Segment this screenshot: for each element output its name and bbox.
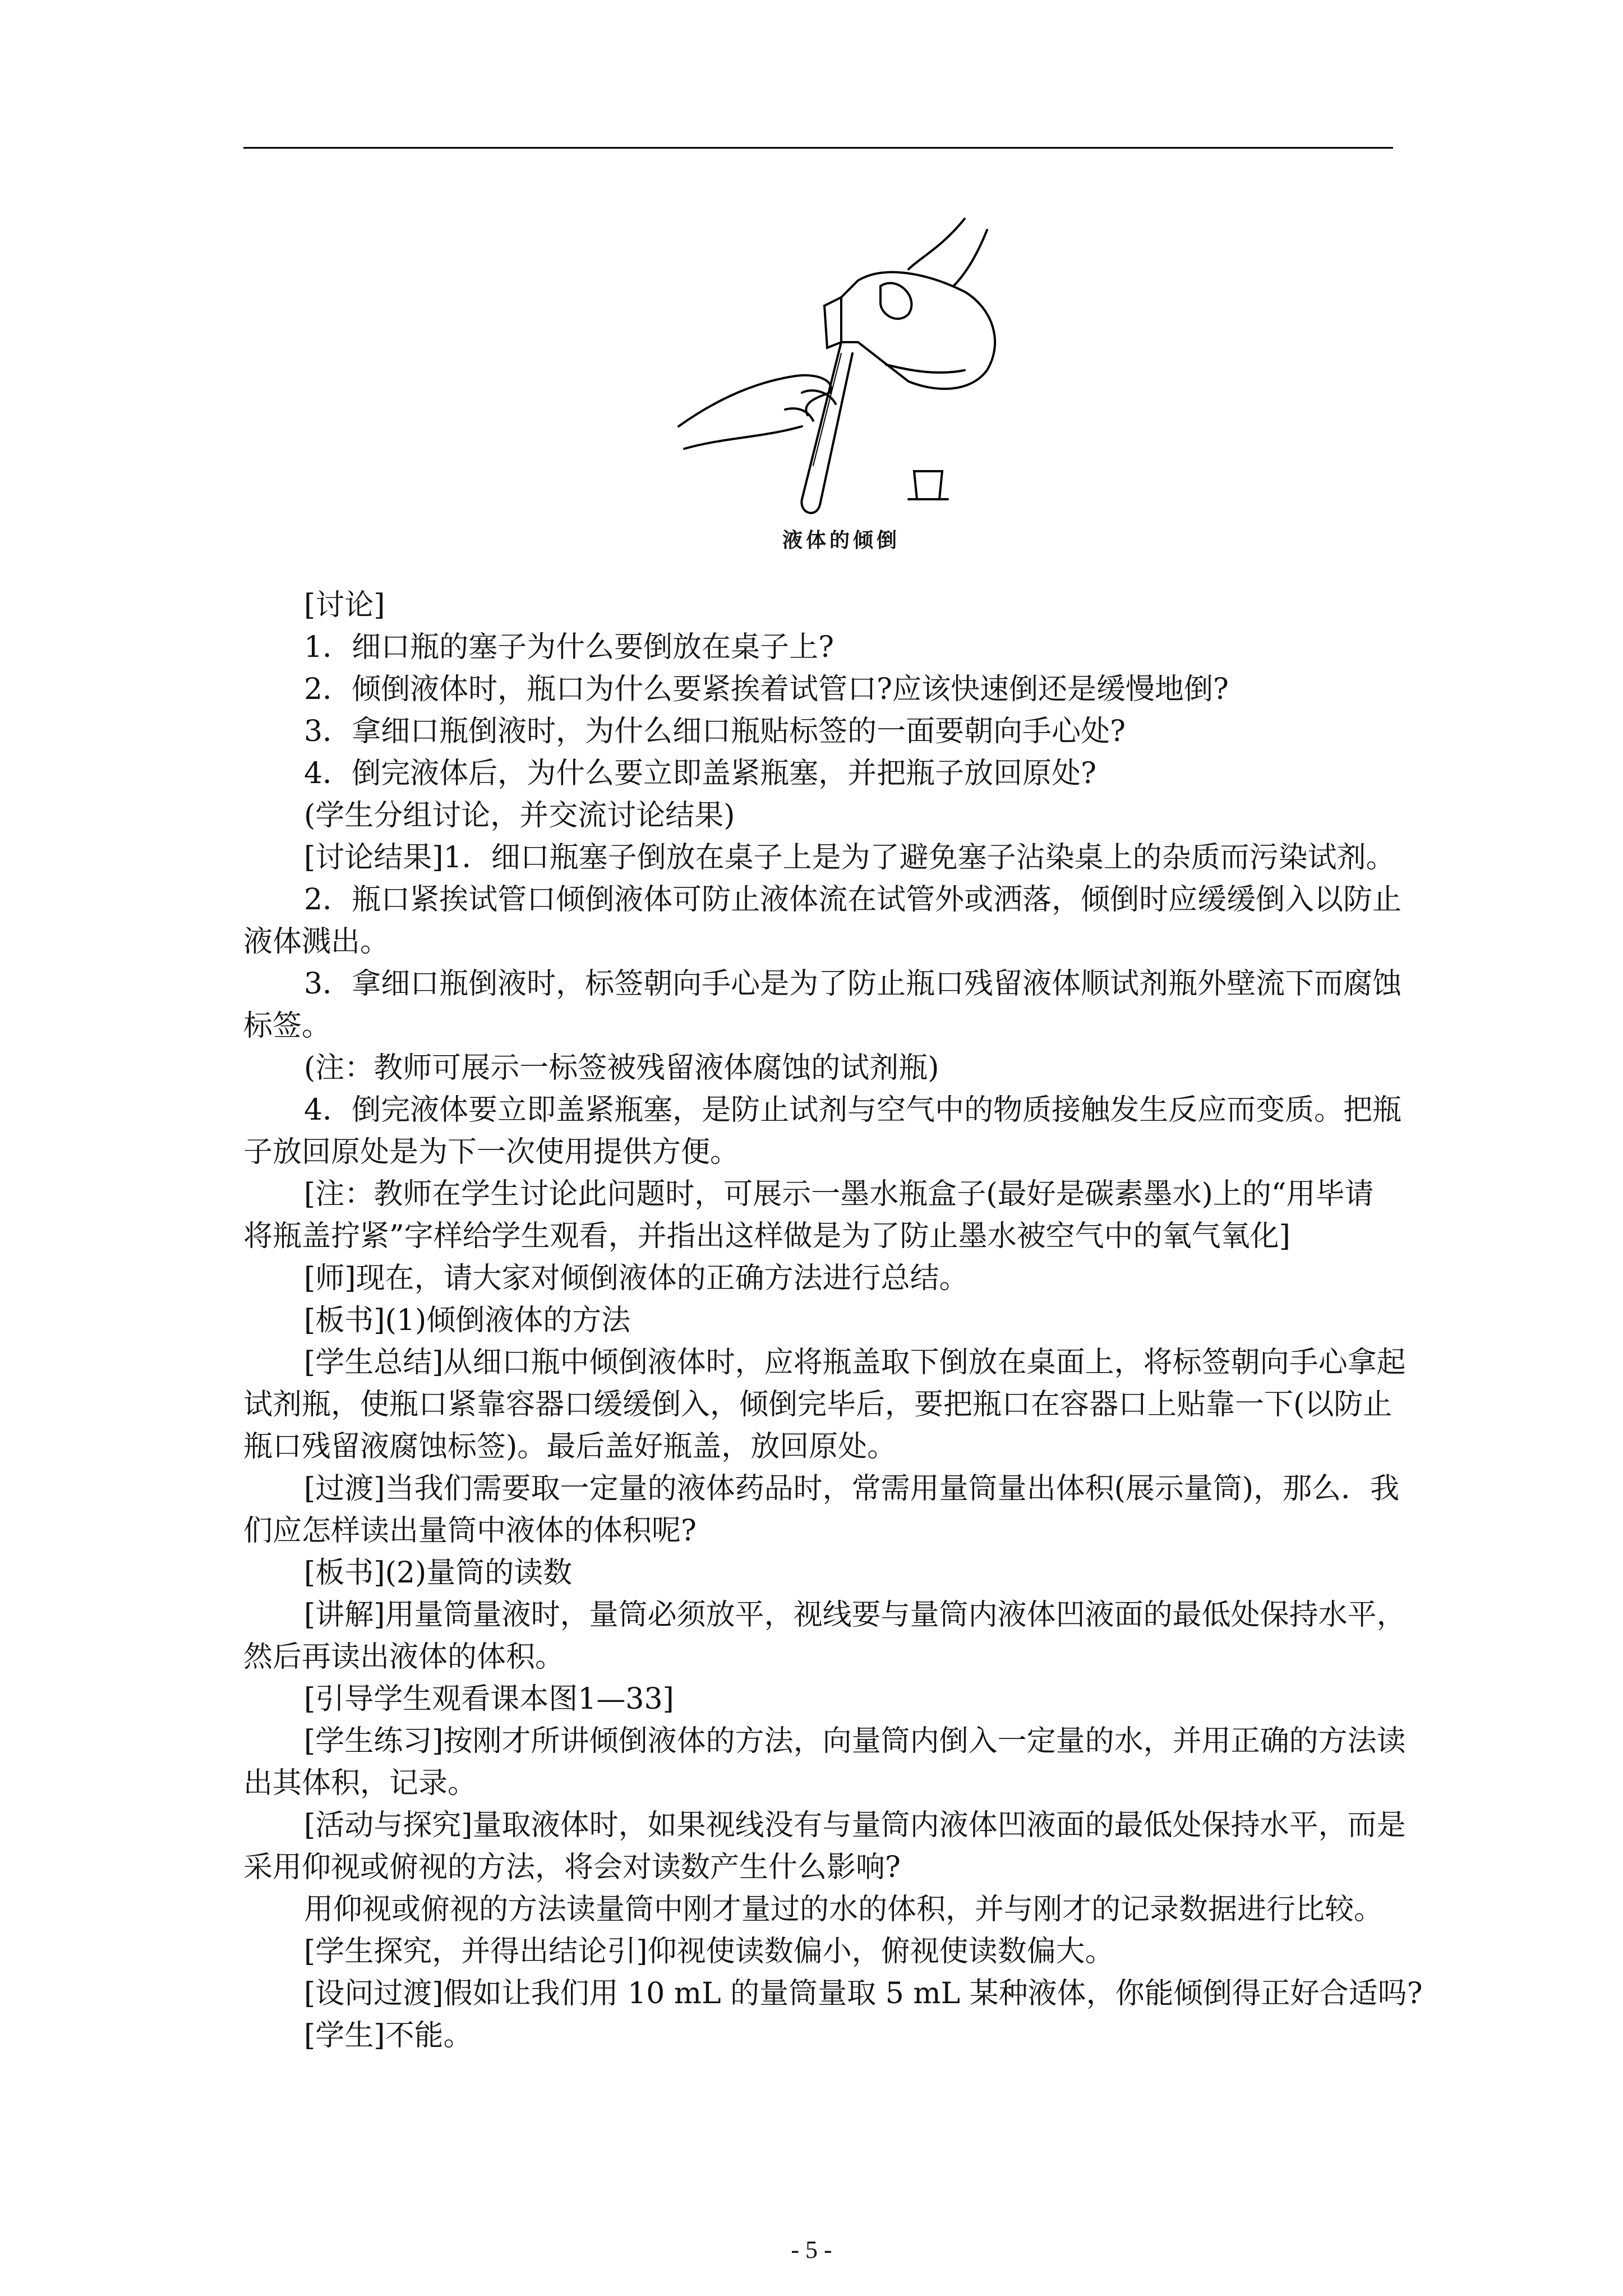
text-line: [活动与探究]量取液体时，如果视线没有与量筒内液体凹液面的最低处保持水平，而是 (304, 1809, 1406, 1842)
liquid-pouring-illustration (673, 213, 1009, 527)
text-line: 将瓶盖拧紧”字样给学生观看，并指出这样做是为了防止墨水被空气中的氧气氧化] (243, 1220, 1290, 1253)
text-line: 子放回原处是为下一次使用提供方便。 (243, 1135, 740, 1169)
text-line: 采用仰视或俯视的方法，将会对读数产生什么影响? (243, 1851, 901, 1884)
text-line: 瓶口残留液腐蚀标签)。最后盖好瓶盖，放回原处。 (243, 1430, 897, 1464)
text-line: 标签。 (243, 1009, 331, 1043)
page-number: - 5 - (791, 2236, 832, 2263)
text-line: [学生]不能。 (304, 2019, 473, 2053)
text-line: 1．细口瓶的塞子为什么要倒放在桌子上? (304, 631, 834, 664)
text-line: 们应怎样读出量筒中液体的体积呢? (243, 1514, 697, 1548)
text-line: [学生练习]按刚才所讲倾倒液体的方法，向量筒内倒入一定量的水，并用正确的方法读 (304, 1724, 1406, 1758)
text-line: [引导学生观看课本图1—33] (304, 1682, 674, 1716)
text-line: [学生探究，并得出结论引]仰视使读数偏小，俯视使读数偏大。 (304, 1935, 1114, 1968)
lesson-text (243, 585, 1423, 2057)
text-line: 出其体积，记录。 (243, 1766, 477, 1800)
text-line: 2．瓶口紧挨试管口倾倒液体可防止液体流在试管外或洒落，倾倒时应缓缓倒入以防止 (304, 883, 1402, 917)
figure-caption: 液体的倾倒 (782, 528, 900, 552)
text-line: [板书](1)倾倒液体的方法 (304, 1304, 631, 1337)
text-line: [板书](2)量筒的读数 (304, 1556, 573, 1590)
text-line: 液体溅出。 (243, 925, 390, 959)
text-line: [设问过渡]假如让我们用 10 mL 的量筒量取 5 mL 某种液体，你能倾倒得正好合适吗? (304, 1977, 1423, 2010)
text-line: [讲解]用量筒量液时，量筒必须放平，视线要与量筒内液体凹液面的最低处保持水平， (304, 1598, 1406, 1632)
text-line: 试剂瓶，使瓶口紧靠容器口缓缓倒入，倾倒完毕后，要把瓶口在容器口上贴靠一下(以防止 (243, 1388, 1393, 1421)
header-rule (243, 147, 1393, 149)
text-line: 4．倒完液体要立即盖紧瓶塞，是防止试剂与空气中的物质接触发生反应而变质。把瓶 (304, 1093, 1402, 1127)
text-line: [讨论结果]1．细口瓶塞子倒放在桌子上是为了避免塞子沾染桌上的杂质而污染试剂。 (304, 841, 1395, 875)
text-line: (注：教师可展示一标签被残留液体腐蚀的试剂瓶) (304, 1051, 939, 1085)
text-line: 3．拿细口瓶倒液时，标签朝向手心是为了防止瓶口残留液体顺试剂瓶外壁流下而腐蚀 (304, 967, 1402, 1001)
text-line: [注：教师在学生讨论此问题时，可展示一墨水瓶盒子(最好是碳素墨水)上的“用毕请 (304, 1177, 1374, 1211)
text-line: 4．倒完液体后，为什么要立即盖紧瓶塞，并把瓶子放回原处? (304, 757, 1096, 790)
text-line: [师]现在，请大家对倾倒液体的正确方法进行总结。 (304, 1262, 969, 1295)
text-line: 然后再读出液体的体积。 (243, 1640, 565, 1674)
text-line: 用仰视或俯视的方法读量筒中刚才量过的水的体积，并与刚才的记录数据进行比较。 (304, 1893, 1384, 1926)
text-line: (学生分组讨论，并交流讨论结果) (304, 799, 735, 832)
text-line: [讨论] (304, 588, 385, 622)
text-line: 3．拿细口瓶倒液时，为什么细口瓶贴标签的一面要朝向手心处? (304, 715, 1126, 748)
text-line: [过渡]当我们需要取一定量的液体药品时，常需用量筒量出体积(展示量筒)，那么．我 (304, 1472, 1400, 1506)
text-line: [学生总结]从细口瓶中倾倒液体时，应将瓶盖取下倒放在桌面上，将标签朝向手心拿起 (304, 1346, 1406, 1379)
text-line: 2．倾倒液体时，瓶口为什么要紧挨着试管口?应该快速倒还是缓慢地倒? (304, 673, 1229, 706)
